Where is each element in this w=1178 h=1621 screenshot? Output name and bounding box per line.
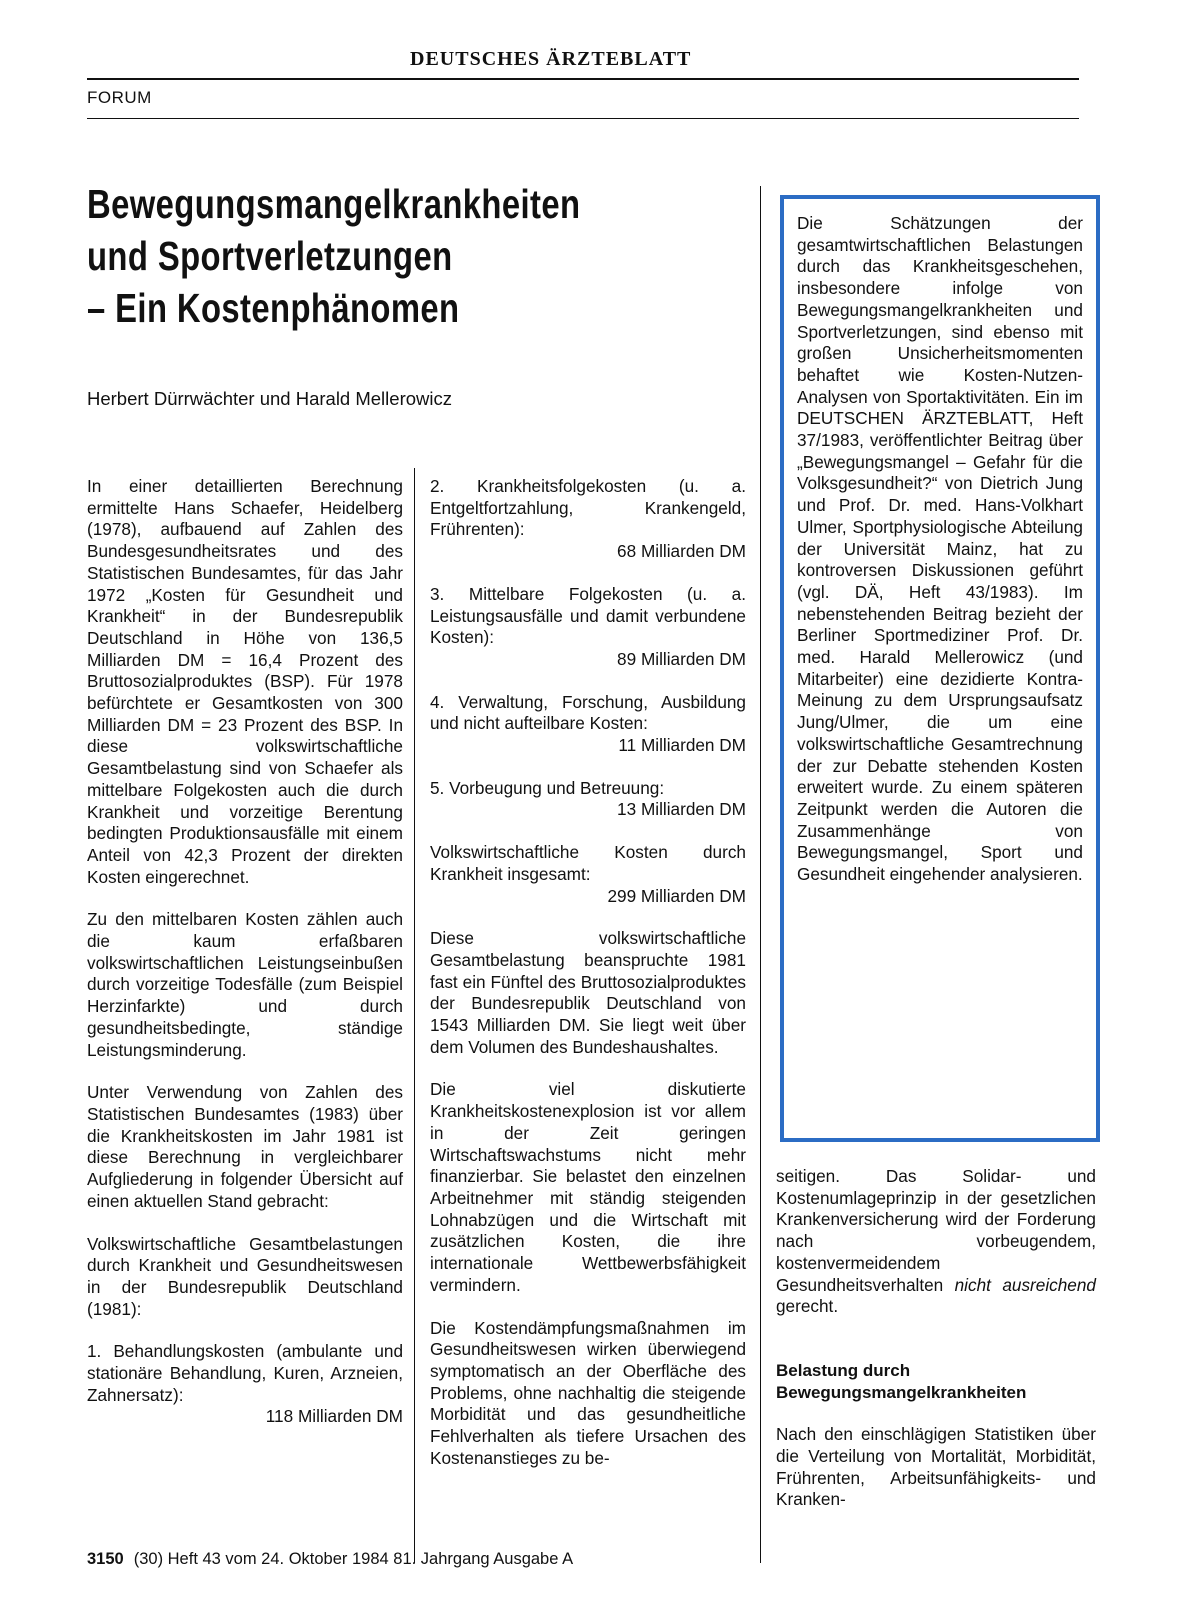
section-label: FORUM <box>87 88 152 107</box>
cost-item-text: 5. Vorbeugung und Betreuung: <box>430 777 665 798</box>
issue-info: (30) Heft 43 vom 24. Oktober 1984 81. Jahrgang Ausgabe A <box>133 1550 574 1568</box>
cost-total-value: 299 Milliarden DM <box>607 885 746 906</box>
cost-item-value: 13 Milliarden DM <box>617 799 746 820</box>
column-1 <box>87 476 403 1449</box>
header-rule <box>87 78 1079 80</box>
paragraph: Diese volkswirtschaftliche Gesamtbelastung beanspruchte 1981 fast ein Fünftel des Bruttosozialproduktes der Bundesrepublik Deutschland von 1543 Milliarden DM. Sie liegt weit über dem Volumen des Bundeshaushaltes. <box>430 928 746 1057</box>
subheading: Belastung durch Bewegungsmangelkrankheiten <box>776 1360 1027 1402</box>
editor-note-box <box>780 195 1100 1142</box>
column-3 <box>776 1166 1096 1532</box>
page-number: 3150 <box>87 1550 124 1568</box>
cost-item <box>430 778 746 821</box>
paragraph: Unter Verwendung von Zahlen des Statistischen Bundesamtes (1983) über die Krankheitskosten im Jahr 1981 ist diese Berechnung in vergleichbarer Aufgliederung in folgender Übersicht auf einen aktuellen Stand gebracht: <box>87 1082 403 1211</box>
editor-note-text: Die Schätzungen der gesamtwirtschaftlichen Belastungen durch das Krankheitsgeschehen, insbesondere infolge von Bewegungsmangelkrankheiten und Sportverletzungen, sind ebenso mit großen Unsicherheitsmomenten behaftet wie Kosten-Nutzen-Analysen von Sportaktivitäten. Ein im DEUTSCHEN ÄRZTEBLATT, Heft 37/1983, veröffentlichter Beitrag über „Bewegungsmangel – Gefahr für die Volksgesundheit?“ von Dietrich Jung und Prof. Dr. med. Hans-Volkhart Ulmer, Sportphysiologische Abteilung der Universität Mainz, hat zu kontroversen Diskussionen geführt (vgl. DÄ, Heft 43/1983). Im nebenstehenden Beitrag bezieht der Berliner Sportmediziner Prof. Dr. med. Harald Mellerowicz (und Mitarbeiter) eine dezidierte Kontra-Meinung zu dem Ursprungsaufsatz Jung/Ulmer, die um eine volkswirtschaftliche Gesamtrechnung der zur Debatte stehenden Kosten erweitert wurde. Zu einem späteren Zeitpunkt werden die Autoren die Zusammenhänge von Bewegungsmangel, Sport und Gesundheit eingehender analysieren. <box>797 213 1083 885</box>
column-divider <box>760 186 761 1563</box>
section-rule <box>87 118 1079 119</box>
page-footer <box>87 1550 573 1569</box>
cost-item-text: 2. Krankheitsfolgekosten (u. a. Entgeltfortzahlung, Krankengeld, Frührenten): <box>430 476 746 540</box>
masthead: DEUTSCHES ÄRZTEBLATT <box>410 48 692 70</box>
title-line: – Ein Kostenphänomen <box>87 285 460 331</box>
paragraph: Die viel diskutierte Krankheitskostenexplosion ist vor allem in der Zeit geringen Wirtschaftswachstums nicht mehr finanzierbar. Sie belastet den einzelnen Arbeitnehmer mit ständig steigenden Lohnabzügen und die Wirtschaft mit zusätzlichen Kosten, die ihre internationale Wettbewerbsfähigkeit vermindern. <box>430 1079 746 1295</box>
paragraph: Zu den mittelbaren Kosten zählen auch die kaum erfaßbaren volkswirtschaftlichen Leistungseinbußen durch vorzeitige Todesfälle (zum Beispiel Herzinfarkte) und durch gesundheitsbedingte, ständige Leistungsminderung. <box>87 909 403 1060</box>
column-divider <box>414 468 415 1563</box>
cost-item <box>430 476 746 563</box>
cost-item-value: 118 Milliarden DM <box>265 1406 403 1427</box>
paragraph-text: gerecht. <box>776 1296 839 1317</box>
paragraph: Volkswirtschaftliche Gesamtbelastungen durch Krankheit und Gesundheitswesen in der Bundesrepublik Deutschland (1981): <box>87 1233 403 1319</box>
article-title <box>87 178 599 334</box>
cost-item <box>430 584 746 671</box>
title-line: Bewegungsmangelkrankheiten <box>87 181 581 227</box>
cost-item-text: 1. Behandlungskosten (ambulante und stationäre Behandlung, Kuren, Arzneien, Zahnersatz): <box>87 1341 403 1405</box>
cost-total <box>430 842 746 907</box>
paragraph-text: seitigen. Das Solidar- und Kostenumlageprinzip in der gesetzlichen Krankenversicherung wird der Forderung nach vorbeugendem, kostenvermeidendem Gesundheitsverhalten <box>776 1166 1096 1295</box>
cost-item-text: 4. Verwaltung, Forschung, Ausbildung und nicht aufteilbare Kosten: <box>430 691 746 734</box>
title-line: und Sportverletzungen <box>87 233 453 279</box>
cost-item-value: 89 Milliarden DM <box>617 648 746 669</box>
column-2 <box>430 476 746 1490</box>
emphasis: nicht ausreichend <box>954 1274 1096 1295</box>
paragraph: Nach den einschlägigen Statistiken über die Verteilung von Mortalität, Morbidität, Frührenten, Arbeitsunfähigkeits- und Kranken- <box>776 1424 1096 1510</box>
paragraph <box>776 1166 1096 1318</box>
cost-item <box>87 1341 403 1428</box>
paragraph: In einer detaillierten Berechnung ermittelte Hans Schaefer, Heidelberg (1978), aufbauend auf Zahlen des Bundesgesundheitsrates und des Statistischen Bundesamtes, für das Jahr 1972 „Kosten für Gesundheit und Krankheit“ in der Bundesrepublik Deutschland in Höhe von 136,5 Milliarden DM = 16,4 Prozent des Bruttosozialproduktes (BSP). Für 1978 befürchtete er Gesamtkosten von 300 Milliarden DM = 23 Prozent des BSP. In diese volkswirtschaftliche Gesamtbelastung sind von Schaefer als mittelbare Folgekosten auch die durch Krankheit und vorzeitige Berentung bedingten Produktionsausfälle mit einem Anteil von 42,3 Prozent der direkten Kosten eingerechnet. <box>87 476 403 887</box>
cost-item <box>430 692 746 757</box>
cost-item-text: 3. Mittelbare Folgekosten (u. a. Leistungsausfälle und damit verbundene Kosten): <box>430 583 746 648</box>
article-authors: Herbert Dürrwächter und Harald Mellerowicz <box>87 388 452 409</box>
cost-total-text: Volkswirtschaftliche Kosten durch Krankheit insgesamt: <box>430 842 746 884</box>
cost-item-value: 68 Milliarden DM <box>617 541 746 562</box>
cost-item-value: 11 Milliarden DM <box>618 735 746 756</box>
paragraph: Die Kostendämpfungsmaßnahmen im Gesundheitswesen wirken überwiegend symptomatisch an der Oberfläche des Problems, ohne nachhaltig die steigende Morbidität und das gesundheitliche Fehlverhalten als tiefere Ursachen des Kostenanstieges zu be- <box>430 1317 746 1468</box>
